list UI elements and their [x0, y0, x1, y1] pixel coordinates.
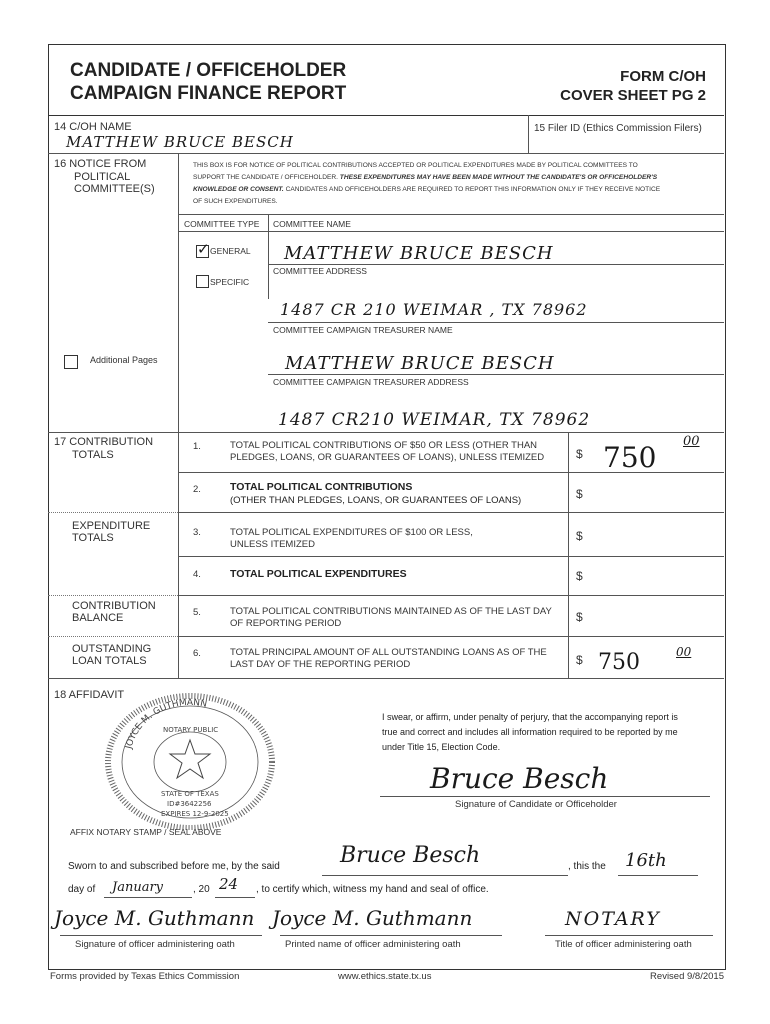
this-the-label: , this the: [568, 861, 606, 872]
seal-state: STATE OF TEXAS: [161, 790, 219, 798]
svg-text:JOYCE M. GUTHMANN: [124, 698, 208, 751]
additional-pages-label: Additional Pages: [90, 355, 158, 365]
notary-seal: [95, 690, 285, 830]
general-checkbox[interactable]: [196, 240, 210, 258]
contribution-balance-label-1: CONTRIBUTION: [72, 600, 156, 612]
officer-printed-name[interactable]: Joyce M. Guthmann: [272, 906, 473, 930]
seal-id: ID#3642256: [167, 800, 212, 808]
contribution-totals-label-1: 17 CONTRIBUTION: [54, 436, 154, 448]
contribution-balance-label-2: BALANCE: [72, 612, 124, 624]
candidate-signature[interactable]: Bruce Besch: [430, 762, 609, 795]
committee-type-label: COMMITTEE TYPE: [184, 219, 260, 229]
affidavit-label: 18 AFFIDAVIT: [54, 689, 125, 701]
row6-dollar: $: [576, 653, 583, 667]
notice-label-1: 16 NOTICE FROM: [54, 158, 147, 170]
committee-name-value[interactable]: MATTHEW BRUCE BESCH: [284, 243, 554, 264]
committee-name-label: COMMITTEE NAME: [273, 219, 351, 229]
row2-description: TOTAL POLITICAL CONTRIBUTIONS (OTHER THAN PLEDGES, LOANS, OR GUARANTEES OF LOANS): [230, 481, 522, 506]
form-id: FORM C/OH: [620, 68, 706, 85]
row4-dollar: $: [576, 569, 583, 583]
filer-id-label: 15 Filer ID (Ethics Commission Filers): [534, 123, 702, 134]
row1-cents: 00: [683, 434, 700, 449]
row6-cents: 00: [676, 645, 692, 659]
expenditure-totals-label-1: EXPENDITURE: [72, 520, 151, 532]
officer-printed-label: Printed name of officer administering oath: [285, 939, 461, 950]
officer-signature[interactable]: Joyce M. Guthmann: [54, 906, 255, 930]
day-of-label: day of: [68, 884, 96, 895]
seal-name: JOYCE M. GUTHMANN: [124, 697, 208, 750]
additional-pages-checkbox[interactable]: [64, 355, 78, 369]
expenditure-totals-label-2: TOTALS: [72, 532, 114, 544]
row6-number: 6.: [193, 648, 201, 659]
general-label: GENERAL: [210, 246, 251, 256]
cohname-value[interactable]: MATTHEW BRUCE BESCH: [66, 133, 294, 151]
sworn-name[interactable]: Bruce Besch: [340, 843, 481, 868]
affix-seal-label: AFFIX NOTARY STAMP / SEAL ABOVE: [70, 827, 222, 837]
sworn-prefix: Sworn to and subscribed before me, by the said: [68, 861, 280, 872]
row4-number: 4.: [193, 569, 201, 580]
form-page: COVER SHEET PG 2: [560, 87, 706, 104]
treasurer-name-label: COMMITTEE CAMPAIGN TREASURER NAME: [273, 325, 453, 335]
row5-dollar: $: [576, 610, 583, 624]
row4-description: TOTAL POLITICAL EXPENDITURES: [230, 568, 407, 580]
officer-title-value[interactable]: NOTARY: [565, 908, 661, 930]
officer-title-label: Title of officer administering oath: [555, 939, 692, 950]
row3-dollar: $: [576, 529, 583, 543]
row1-number: 1.: [193, 441, 201, 452]
treasurer-address-value[interactable]: 1487 CR210 WEIMAR, TX 78962: [278, 410, 591, 430]
row3-description: TOTAL POLITICAL EXPENDITURES OF $100 OR LESS, UNLESS ITEMIZED: [230, 527, 473, 550]
outstanding-loans-label-1: OUTSTANDING: [72, 643, 152, 655]
row1-amount[interactable]: 750: [603, 441, 657, 474]
row1-description: TOTAL POLITICAL CONTRIBUTIONS OF $50 OR LESS (OTHER THAN PLEDGES, LOANS, OR GUARANTEES OF LOANS), UNLESS ITEMIZED: [230, 440, 545, 463]
row1-dollar: $: [576, 447, 583, 461]
row6-description: TOTAL PRINCIPAL AMOUNT OF ALL OUTSTANDING LOANS AS OF THE LAST DAY OF THE REPORTING PERIOD: [230, 647, 547, 670]
treasurer-address-label: COMMITTEE CAMPAIGN TREASURER ADDRESS: [273, 377, 469, 387]
cohname-label: 14 C/OH NAME: [54, 121, 132, 133]
contribution-totals-label-2: TOTALS: [72, 449, 114, 461]
row6-amount[interactable]: 750: [598, 650, 640, 675]
seal-expires: EXPIRES 12-9-2025: [161, 810, 229, 818]
form-title-line2: CAMPAIGN FINANCE REPORT: [70, 83, 347, 104]
row2-dollar: $: [576, 487, 583, 501]
row3-number: 3.: [193, 527, 201, 538]
committee-address-value[interactable]: 1487 CR 210 WEIMAR , TX 78962: [280, 300, 588, 319]
notice-label-2: POLITICAL: [74, 171, 131, 183]
check-mark-icon: ✓: [197, 240, 210, 258]
year-value[interactable]: 24: [219, 875, 239, 893]
seal-notary: NOTARY PUBLIC: [163, 726, 219, 734]
row5-description: TOTAL POLITICAL CONTRIBUTIONS MAINTAINED AS OF THE LAST DAY OF REPORTING PERIOD: [230, 606, 552, 629]
footer-center[interactable]: www.ethics.state.tx.us: [338, 971, 432, 982]
officer-signature-label: Signature of officer administering oath: [75, 939, 235, 950]
footer-left: Forms provided by Texas Ethics Commission: [50, 971, 240, 982]
specific-checkbox[interactable]: [196, 275, 209, 288]
certify-text: , to certify which, witness my hand and seal of office.: [256, 884, 489, 895]
specific-label: SPECIFIC: [210, 277, 250, 287]
notice-label-3: COMMITTEE(S): [74, 183, 155, 195]
footer-right: Revised 9/8/2015: [650, 971, 724, 982]
committee-address-label: COMMITTEE ADDRESS: [273, 266, 367, 276]
year-prefix: , 20: [193, 884, 210, 895]
row2-number: 2.: [193, 484, 201, 495]
month-value[interactable]: January: [112, 880, 164, 895]
outstanding-loans-label-2: LOAN TOTALS: [72, 655, 147, 667]
affidavit-text: I swear, or affirm, under penalty of perjury, that the accompanying report is true and correct and includes all information required to be reported by me under Title 15, Election Code.: [382, 712, 678, 752]
row5-number: 5.: [193, 607, 201, 618]
treasurer-name-value[interactable]: MATTHEW BRUCE BESCH: [285, 353, 555, 374]
notice-text: THIS BOX IS FOR NOTICE OF POLITICAL CONTRIBUTIONS ACCEPTED OR POLITICAL EXPENDITURES MADE BY POLITICAL COMMITTEES TO SUPPORT THE CANDIDATE / OFFICEHOLDER. THESE EXPENDITURES MAY HAVE BEEN MADE WITHOUT THE CANDIDATE'S OR OFFICEHOLDER'S KNOWLEDGE OR CONSENT. CANDIDATES AND OFFICEHOLDERS ARE REQUIRED TO REPORT THIS INFORMATION ONLY IF THEY RECEIVE NOTICE OF SUCH EXPENDITURES.: [193, 162, 661, 205]
day-value[interactable]: 16th: [625, 850, 667, 871]
candidate-signature-label: Signature of Candidate or Officeholder: [455, 799, 617, 810]
form-title-line1: CANDIDATE / OFFICEHOLDER: [70, 60, 347, 81]
